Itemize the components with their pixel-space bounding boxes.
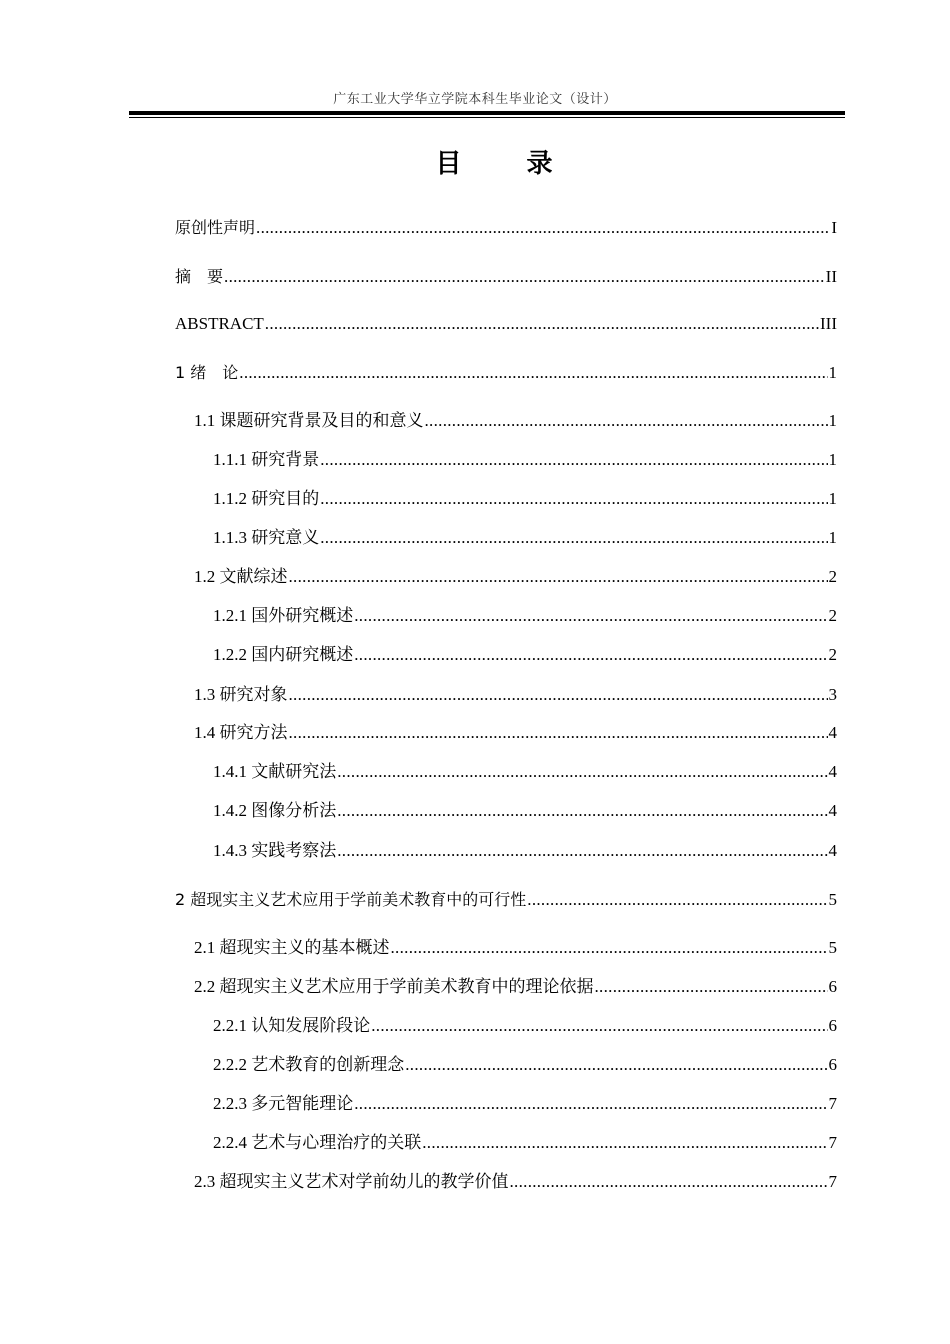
toc-entry-label: 1.3 研究对象 [194,685,288,704]
toc-entry[interactable] [175,217,837,239]
toc-entry[interactable] [213,1132,837,1154]
toc-leader [354,1093,827,1115]
toc-entry-page: 3 [828,685,837,704]
toc-entry-label: 2.2.2 艺术教育的创新理念 [213,1055,405,1074]
toc-title: 目 录 [435,149,581,179]
toc-leader [289,722,828,744]
toc-entry[interactable] [213,800,837,822]
toc-entry-page: II [825,267,837,286]
toc-entry[interactable] [213,1093,837,1115]
toc-entry-page: 6 [828,1055,837,1074]
toc-entry-label: 2.2.3 多元智能理论 [213,1094,354,1113]
toc-entry-label: 1.1.1 研究背景 [213,450,320,469]
toc-entry-page: 4 [828,723,837,742]
toc-entry-label: 1.2.2 国内研究概述 [213,645,354,664]
toc-entry[interactable] [213,605,837,627]
toc-entry[interactable] [213,1054,837,1076]
toc-entry-page: 6 [828,977,837,996]
toc-entry[interactable] [194,410,837,432]
toc-entry-page: 2 [828,606,837,625]
toc-leader [354,644,827,666]
toc-entry-label: 原创性声明 [175,218,256,237]
toc-leader [527,889,827,911]
toc-entry-page: I [831,218,837,237]
toc-leader [256,217,830,239]
toc-entry-label: 2.3 超现实主义艺术对学前幼儿的教学价值 [194,1172,509,1191]
toc-entry[interactable] [194,722,837,744]
toc-entry[interactable] [175,313,837,335]
toc-leader [337,800,827,822]
toc-entry[interactable] [213,527,837,549]
toc-entry-page: 4 [828,801,837,820]
toc-entry[interactable] [213,840,837,862]
toc-entry-page: 7 [828,1094,837,1113]
toc-entry-page: 1 [828,528,837,547]
toc-leader [354,605,827,627]
toc-leader [595,976,828,998]
toc-entry-label: 1.2.1 国外研究概述 [213,606,354,625]
toc-leader [265,313,819,335]
toc-entry-page: 7 [828,1133,837,1152]
toc-entry-page: 4 [828,762,837,781]
toc-entry-label: 2.1 超现实主义的基本概述 [194,938,390,957]
toc-entry-label: 摘 要 [175,267,224,286]
toc-entry-label: 2.2.4 艺术与心理治疗的关联 [213,1133,422,1152]
toc-leader [425,410,828,432]
toc-leader [320,449,827,471]
toc-entry-label: 1.4.3 实践考察法 [213,841,337,860]
toc-leader [320,488,827,510]
toc-entry-label: 1.4.1 文献研究法 [213,762,337,781]
toc-entry[interactable] [194,1171,837,1193]
toc-entry[interactable] [213,449,837,471]
header-rule-thick [129,111,845,115]
toc-entry-page: 4 [828,841,837,860]
toc-leader [391,937,828,959]
toc-entry-label: ABSTRACT [175,314,264,333]
toc-entry-label: 1.1 课题研究背景及目的和意义 [194,411,424,430]
toc-entry-label: 1.4 研究方法 [194,723,288,742]
toc-entry[interactable] [194,684,837,706]
toc-entry[interactable] [194,937,837,959]
toc-leader [320,527,827,549]
toc-entry-label: 2 超现实主义艺术应用于学前美术教育中的可行性 [175,890,527,909]
toc-entry[interactable] [213,488,837,510]
toc-entry[interactable] [194,976,837,998]
toc-entry[interactable] [175,362,837,384]
toc-entry[interactable] [194,566,837,588]
toc-leader [422,1132,827,1154]
toc-leader [337,840,827,862]
toc-entry-page: 6 [828,1016,837,1035]
toc-entry-page: 7 [828,1172,837,1191]
toc-entry-page: 5 [828,890,837,909]
toc-leader [337,761,827,783]
toc-entry-page: III [820,314,837,333]
toc-leader [239,362,827,384]
toc-entry-page: 1 [828,411,837,430]
toc-entry-label: 2.2 超现实主义艺术应用于学前美术教育中的理论依据 [194,977,594,996]
toc-leader [371,1015,827,1037]
toc-entry-page: 1 [828,363,837,382]
toc-entry[interactable] [175,266,837,288]
toc-entry-page: 5 [828,938,837,957]
header-rule-thin [129,117,845,118]
toc-entry-page: 2 [828,567,837,586]
toc-leader [289,566,828,588]
toc-entry-label: 1.2 文献综述 [194,567,288,586]
toc-entry[interactable] [175,889,837,911]
toc-entry-label: 1.1.2 研究目的 [213,489,320,508]
toc-leader [224,266,825,288]
toc-leader [405,1054,827,1076]
toc-entry-page: 1 [828,489,837,508]
toc-leader [510,1171,828,1193]
toc-entry-label: 1.4.2 图像分析法 [213,801,337,820]
toc-entry[interactable] [213,761,837,783]
toc-entry-label: 1 绪 论 [175,363,239,382]
toc-entry-label: 1.1.3 研究意义 [213,528,320,547]
toc-entry-label: 2.2.1 认知发展阶段论 [213,1016,371,1035]
toc-entry-page: 2 [828,645,837,664]
toc-entry[interactable] [213,644,837,666]
page-header-title: 广东工业大学华立学院本科生毕业论文（设计） [333,91,617,106]
toc-entry[interactable] [213,1015,837,1037]
toc-leader [289,684,828,706]
toc-entry-page: 1 [828,450,837,469]
